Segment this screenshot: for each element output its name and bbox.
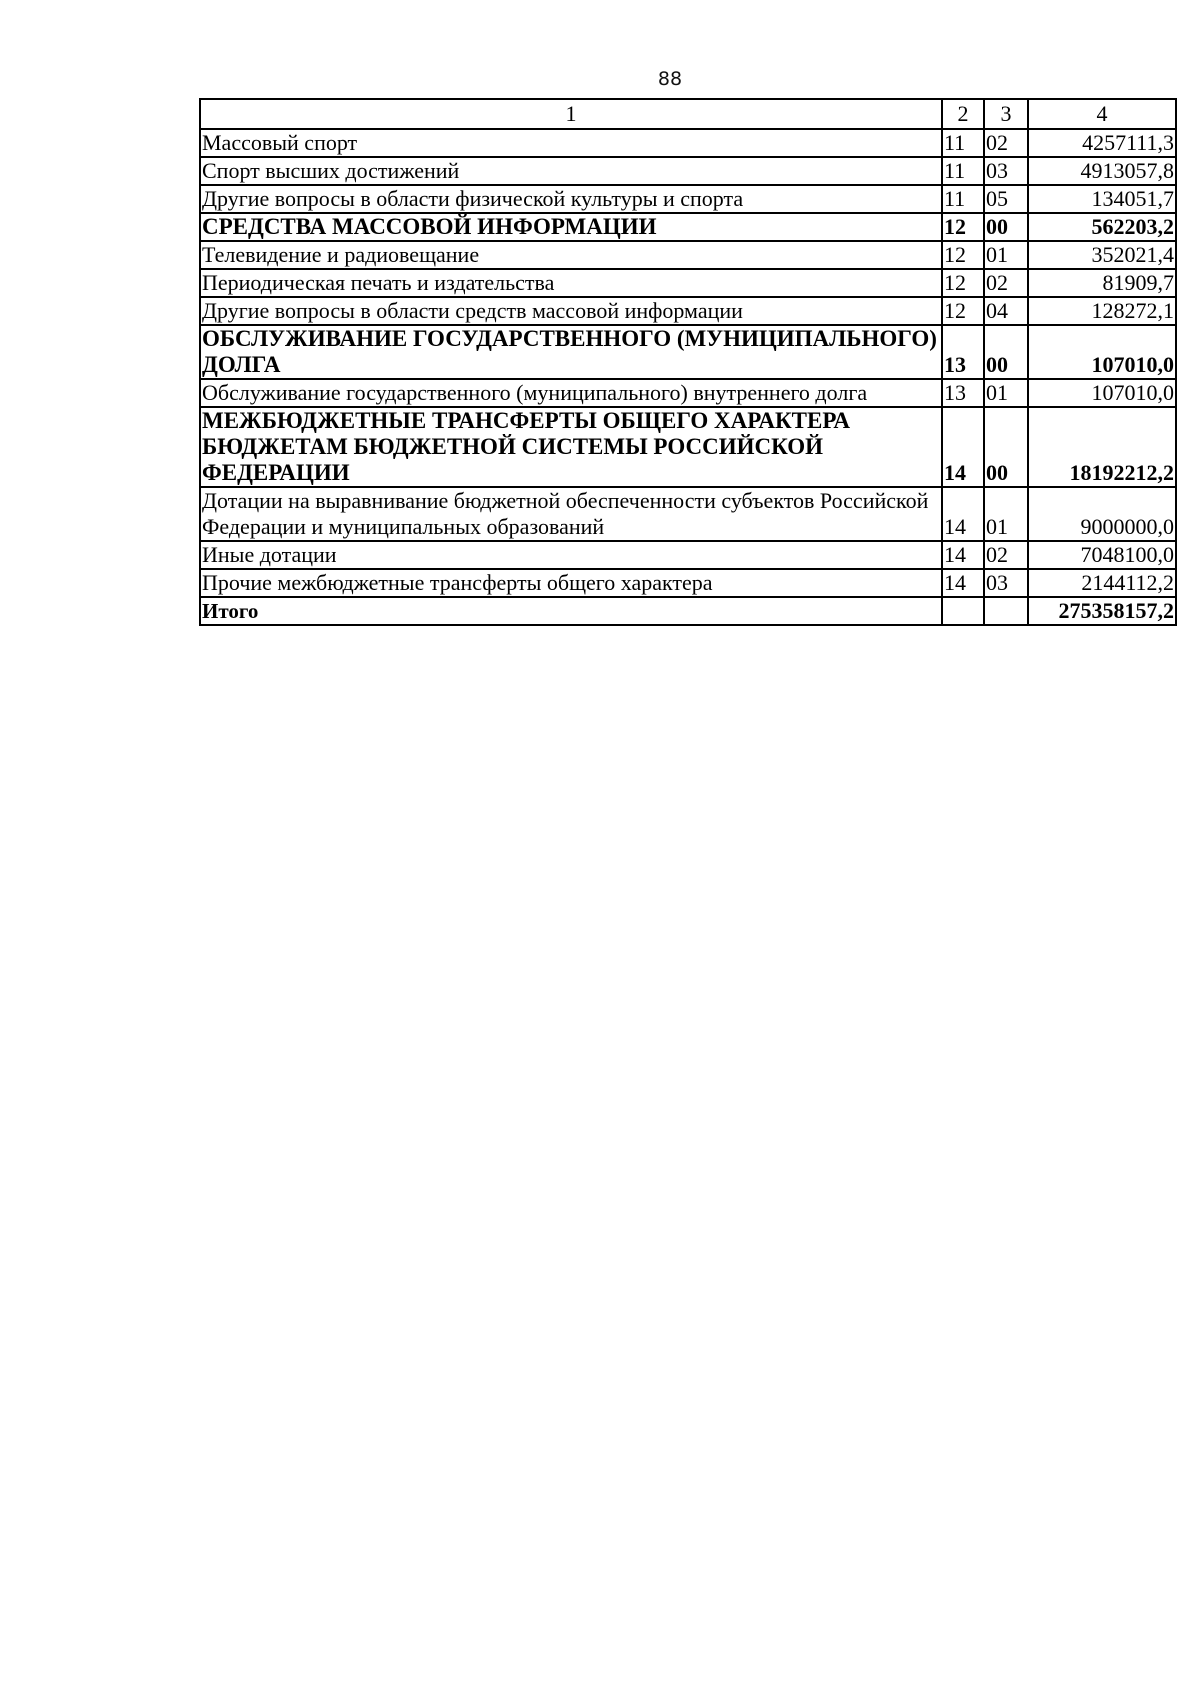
row-section-code: 12 bbox=[942, 297, 984, 325]
row-name: Дотации на выравнивание бюджетной обеспеченности субъектов Российской Федерации и муниципальных образований bbox=[200, 487, 942, 541]
page-number: 88 bbox=[657, 68, 683, 90]
row-name: Другие вопросы в области средств массовой информации bbox=[200, 297, 942, 325]
row-name: Телевидение и радиовещание bbox=[200, 241, 942, 269]
table-row bbox=[200, 157, 1176, 185]
row-name: Спорт высших достижений bbox=[200, 157, 942, 185]
row-name: Обслуживание государственного (муниципального) внутреннего долга bbox=[200, 379, 942, 407]
row-amount: 18192212,2 bbox=[1028, 407, 1176, 487]
row-amount: 107010,0 bbox=[1028, 379, 1176, 407]
row-amount: 562203,2 bbox=[1028, 213, 1176, 241]
row-name: Иные дотации bbox=[200, 541, 942, 569]
row-name: Прочие межбюджетные трансферты общего характера bbox=[200, 569, 942, 597]
column-header-2: 2 bbox=[942, 99, 984, 129]
table-row bbox=[200, 487, 1176, 541]
total-label: Итого bbox=[200, 597, 942, 625]
row-section-code: 12 bbox=[942, 213, 984, 241]
budget-table bbox=[199, 98, 1177, 626]
row-subsection-code: 05 bbox=[984, 185, 1028, 213]
empty-cell bbox=[984, 597, 1028, 625]
row-subsection-code: 02 bbox=[984, 269, 1028, 297]
row-subsection-code: 00 bbox=[984, 325, 1028, 379]
column-header-3: 3 bbox=[984, 99, 1028, 129]
row-section-code: 13 bbox=[942, 325, 984, 379]
budget-table-body bbox=[200, 99, 1176, 625]
row-amount: 81909,7 bbox=[1028, 269, 1176, 297]
row-name: Другие вопросы в области физической культуры и спорта bbox=[200, 185, 942, 213]
row-subsection-code: 01 bbox=[984, 241, 1028, 269]
row-subsection-code: 00 bbox=[984, 213, 1028, 241]
total-amount: 275358157,2 bbox=[1028, 597, 1176, 625]
row-subsection-code: 02 bbox=[984, 541, 1028, 569]
row-name: Массовый спорт bbox=[200, 129, 942, 157]
column-header-4: 4 bbox=[1028, 99, 1176, 129]
table-row bbox=[200, 129, 1176, 157]
row-name: ОБСЛУЖИВАНИЕ ГОСУДАРСТВЕННОГО (МУНИЦИПАЛЬНОГО) ДОЛГА bbox=[200, 325, 942, 379]
row-amount: 128272,1 bbox=[1028, 297, 1176, 325]
row-section-code: 11 bbox=[942, 129, 984, 157]
row-subsection-code: 00 bbox=[984, 407, 1028, 487]
row-name: МЕЖБЮДЖЕТНЫЕ ТРАНСФЕРТЫ ОБЩЕГО ХАРАКТЕРА БЮДЖЕТАМ БЮДЖЕТНОЙ СИСТЕМЫ РОССИЙСКОЙ ФЕДЕРАЦИИ bbox=[200, 407, 942, 487]
table-row bbox=[200, 241, 1176, 269]
column-header-1: 1 bbox=[200, 99, 942, 129]
row-section-code: 13 bbox=[942, 379, 984, 407]
row-section-code: 11 bbox=[942, 157, 984, 185]
row-section-code: 14 bbox=[942, 487, 984, 541]
row-name: Периодическая печать и издательства bbox=[200, 269, 942, 297]
row-section-code: 11 bbox=[942, 185, 984, 213]
row-subsection-code: 01 bbox=[984, 379, 1028, 407]
row-amount: 4257111,3 bbox=[1028, 129, 1176, 157]
row-subsection-code: 02 bbox=[984, 129, 1028, 157]
row-subsection-code: 04 bbox=[984, 297, 1028, 325]
table-row bbox=[200, 269, 1176, 297]
row-amount: 352021,4 bbox=[1028, 241, 1176, 269]
table-row bbox=[200, 185, 1176, 213]
row-subsection-code: 01 bbox=[984, 487, 1028, 541]
table-row bbox=[200, 325, 1176, 379]
row-section-code: 14 bbox=[942, 541, 984, 569]
table-row bbox=[200, 297, 1176, 325]
row-amount: 7048100,0 bbox=[1028, 541, 1176, 569]
row-section-code: 14 bbox=[942, 407, 984, 487]
row-subsection-code: 03 bbox=[984, 157, 1028, 185]
table-row bbox=[200, 407, 1176, 487]
row-subsection-code: 03 bbox=[984, 569, 1028, 597]
row-section-code: 12 bbox=[942, 241, 984, 269]
row-amount: 4913057,8 bbox=[1028, 157, 1176, 185]
row-amount: 107010,0 bbox=[1028, 325, 1176, 379]
total-row bbox=[200, 597, 1176, 625]
row-amount: 2144112,2 bbox=[1028, 569, 1176, 597]
table-row bbox=[200, 541, 1176, 569]
row-name: СРЕДСТВА МАССОВОЙ ИНФОРМАЦИИ bbox=[200, 213, 942, 241]
row-amount: 9000000,0 bbox=[1028, 487, 1176, 541]
row-section-code: 14 bbox=[942, 569, 984, 597]
table-header-row bbox=[200, 99, 1176, 129]
table-row bbox=[200, 379, 1176, 407]
table-row bbox=[200, 569, 1176, 597]
table-row bbox=[200, 213, 1176, 241]
row-section-code: 12 bbox=[942, 269, 984, 297]
empty-cell bbox=[942, 597, 984, 625]
row-amount: 134051,7 bbox=[1028, 185, 1176, 213]
